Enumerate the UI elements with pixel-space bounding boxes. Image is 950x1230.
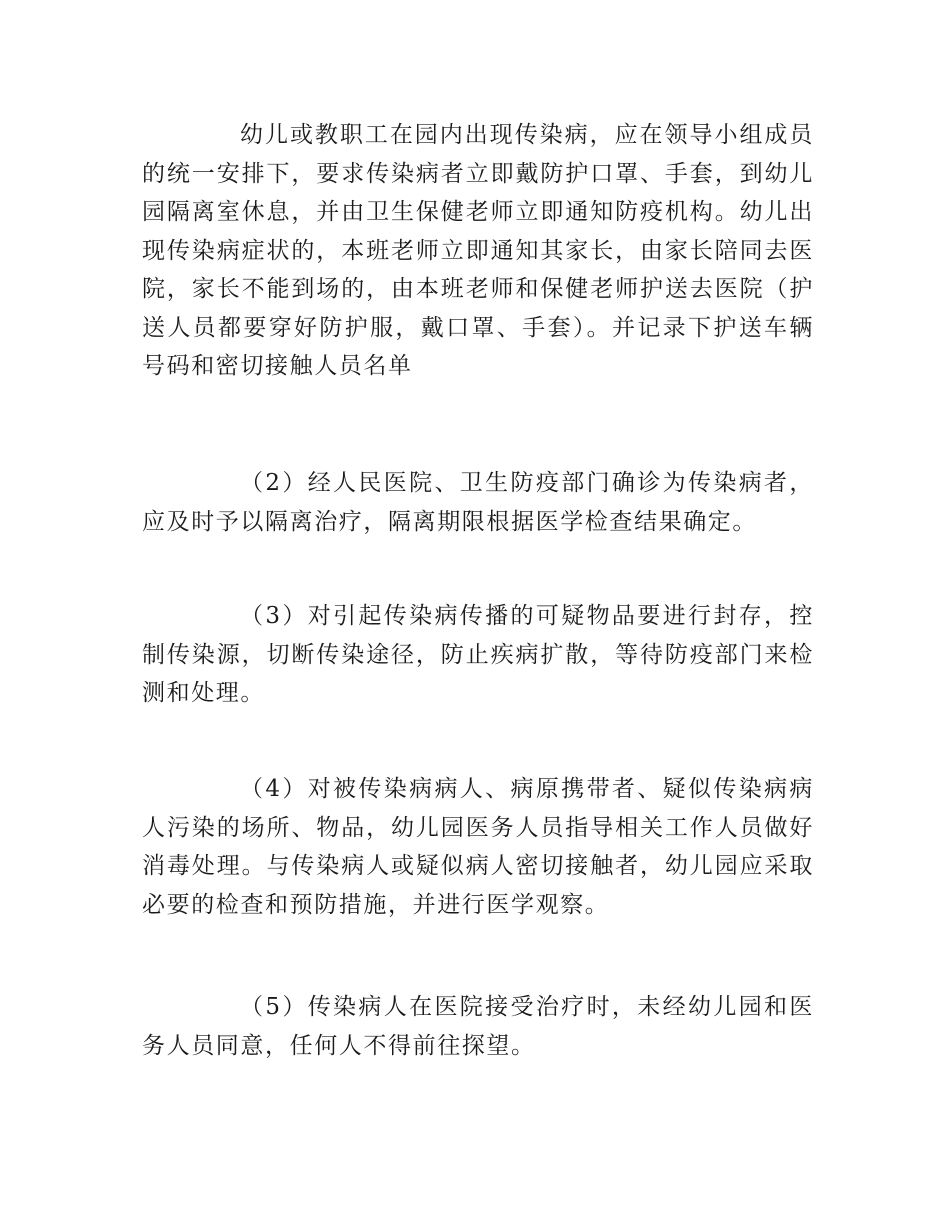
paragraph-item-4: （4）对被传染病病人、病原携带者、疑似传染病病人污染的场所、物品，幼儿园医务人员指导相关工作人员做好消毒处理。与传染病人或疑似病人密切接触者，幼儿园应采取必要的检查和预防措施，并进行医学观察。	[142, 776, 814, 918]
paragraph-item-3: （3）对引起传染病传播的可疑物品要进行封存，控制传染源，切断传染途径，防止疾病扩散，等待防疫部门来检测和处理。	[142, 603, 814, 706]
paragraph-item-5: （5）传染病人在医院接受治疗时，未经幼儿园和医务人员同意，任何人不得前往探望。	[142, 994, 814, 1059]
paragraph-item-2: （2）经人民医院、卫生防疫部门确诊为传染病者，应及时予以隔离治疗，隔离期限根据医学检查结果确定。	[142, 470, 814, 535]
paragraph-isolation-procedure: 幼儿或教职工在园内出现传染病，应在领导小组成员的统一安排下，要求传染病者立即戴防护口罩、手套，到幼儿园隔离室休息，并由卫生保健老师立即通知防疫机构。幼儿出现传染病症状的，本班老师立即通知其家长，由家长陪同去医院，家长不能到场的，由本班老师和保健老师护送去医院（护送人员都要穿好防护服，戴口罩、手套）。并记录下护送车辆号码和密切接触人员名单	[142, 122, 814, 379]
